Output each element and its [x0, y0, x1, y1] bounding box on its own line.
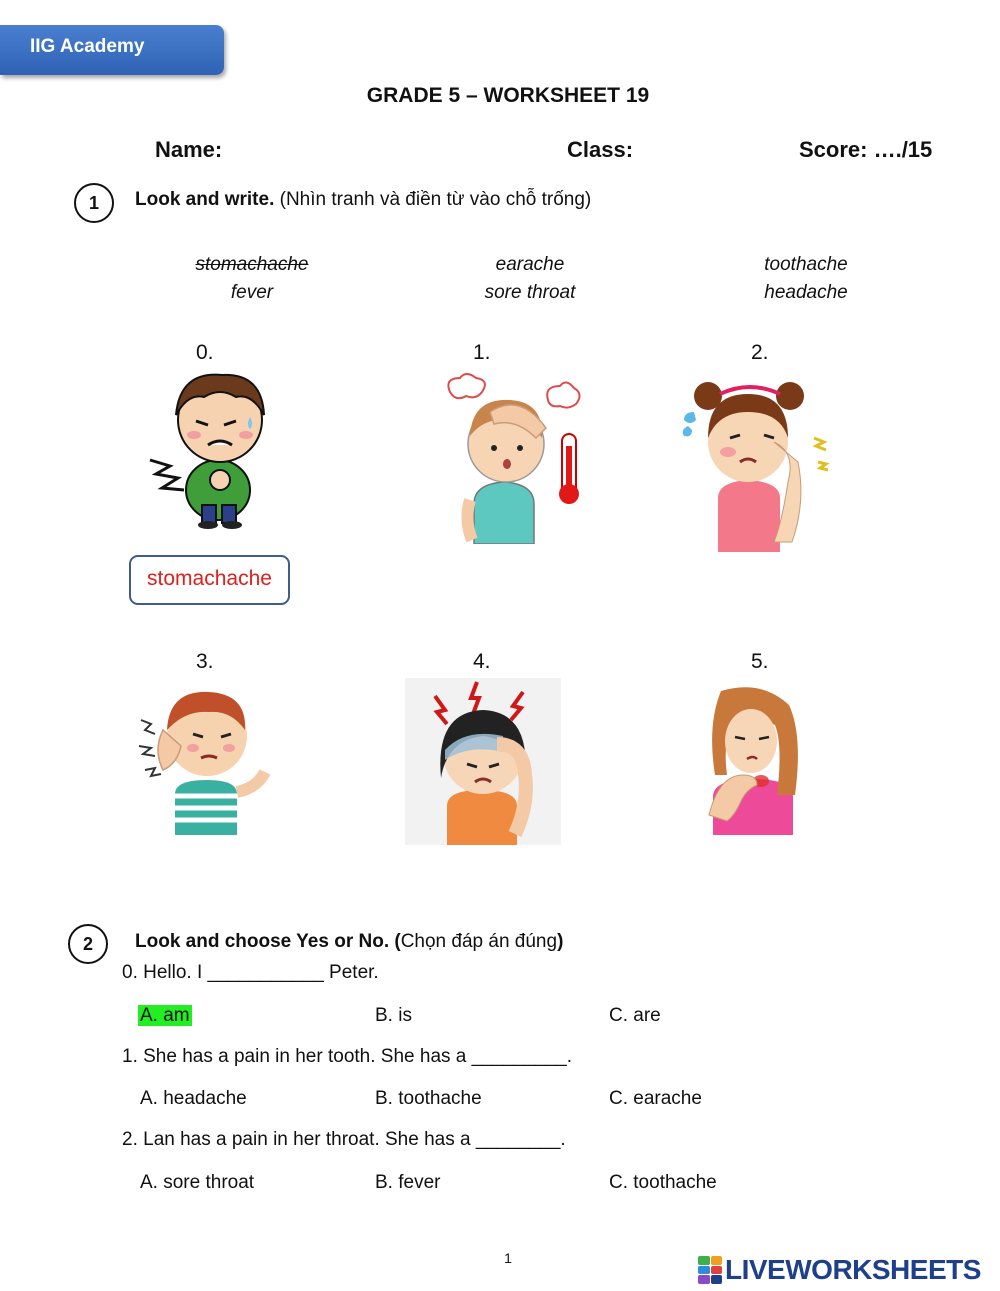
name-label: Name: [155, 137, 223, 162]
section-2-title-bold: Look and choose Yes or No. ( [135, 931, 401, 952]
question-1: 1. She has a pain in her tooth. She has a _________. [122, 1046, 573, 1067]
section-1-title-translation: (Nhìn tranh và điền từ vào chỗ trống) [274, 189, 592, 210]
option-2-b[interactable]: B. fever [375, 1172, 441, 1193]
fever-child-illustration [440, 372, 585, 544]
option-1-a[interactable]: A. headache [140, 1088, 247, 1109]
word-bank-item: headache [764, 282, 848, 303]
score-label: Score: …./15 [799, 137, 933, 162]
highlighted-answer: A. am [140, 1005, 190, 1026]
option-2-c[interactable]: C. toothache [609, 1172, 717, 1193]
word-bank-item: stomachache [195, 254, 309, 275]
picture-number: 3. [196, 650, 214, 673]
section-2-title-translation: Chọn đáp án đúng [400, 931, 558, 952]
liveworksheets-logo-text: LIVEWORKSHEETS [725, 1254, 981, 1285]
page-number: 1 [504, 1250, 512, 1266]
answer-box-0[interactable]: stomachache [129, 555, 290, 605]
picture-number: 0. [196, 341, 214, 364]
question-2: 2. Lan has a pain in her throat. She has a ________. [122, 1129, 566, 1150]
liveworksheets-logo [698, 1254, 981, 1286]
liveworksheets-logo-icon [698, 1256, 722, 1284]
headache-girl-illustration [405, 678, 561, 845]
word-bank-item: sore throat [484, 282, 576, 303]
option-0-c[interactable]: C. are [609, 1005, 661, 1026]
picture-number: 4. [473, 650, 491, 673]
section-2-title [135, 931, 563, 953]
section-1-number: 1 [74, 183, 114, 223]
section-1-title-bold: Look and write. [135, 189, 275, 210]
stomachache-boy-illustration [140, 365, 280, 530]
picture-number: 1. [473, 341, 491, 364]
option-2-a[interactable]: A. sore throat [140, 1172, 255, 1193]
section-1-title [135, 189, 591, 211]
option-0-a[interactable] [138, 1005, 192, 1027]
picture-number: 5. [751, 650, 769, 673]
section-2-number: 2 [68, 924, 108, 964]
word-bank-item: earache [495, 254, 565, 275]
option-1-b[interactable]: B. toothache [375, 1088, 482, 1109]
question-0: 0. Hello. I ___________ Peter. [122, 962, 379, 983]
word-bank-item: toothache [764, 254, 848, 275]
sore-throat-woman-illustration [705, 685, 805, 835]
word-bank-item: fever [230, 282, 274, 303]
class-label: Class: [567, 137, 634, 162]
toothache-girl-illustration [680, 372, 830, 552]
option-0-b[interactable]: B. is [375, 1005, 412, 1026]
picture-number: 2. [751, 341, 769, 364]
brand-tab: IIG Academy [0, 25, 224, 75]
worksheet-title: GRADE 5 – WORKSHEET 19 [366, 84, 650, 107]
section-2-title-close: ) [557, 931, 564, 952]
option-1-c[interactable]: C. earache [609, 1088, 702, 1109]
earache-boy-illustration [135, 680, 275, 835]
